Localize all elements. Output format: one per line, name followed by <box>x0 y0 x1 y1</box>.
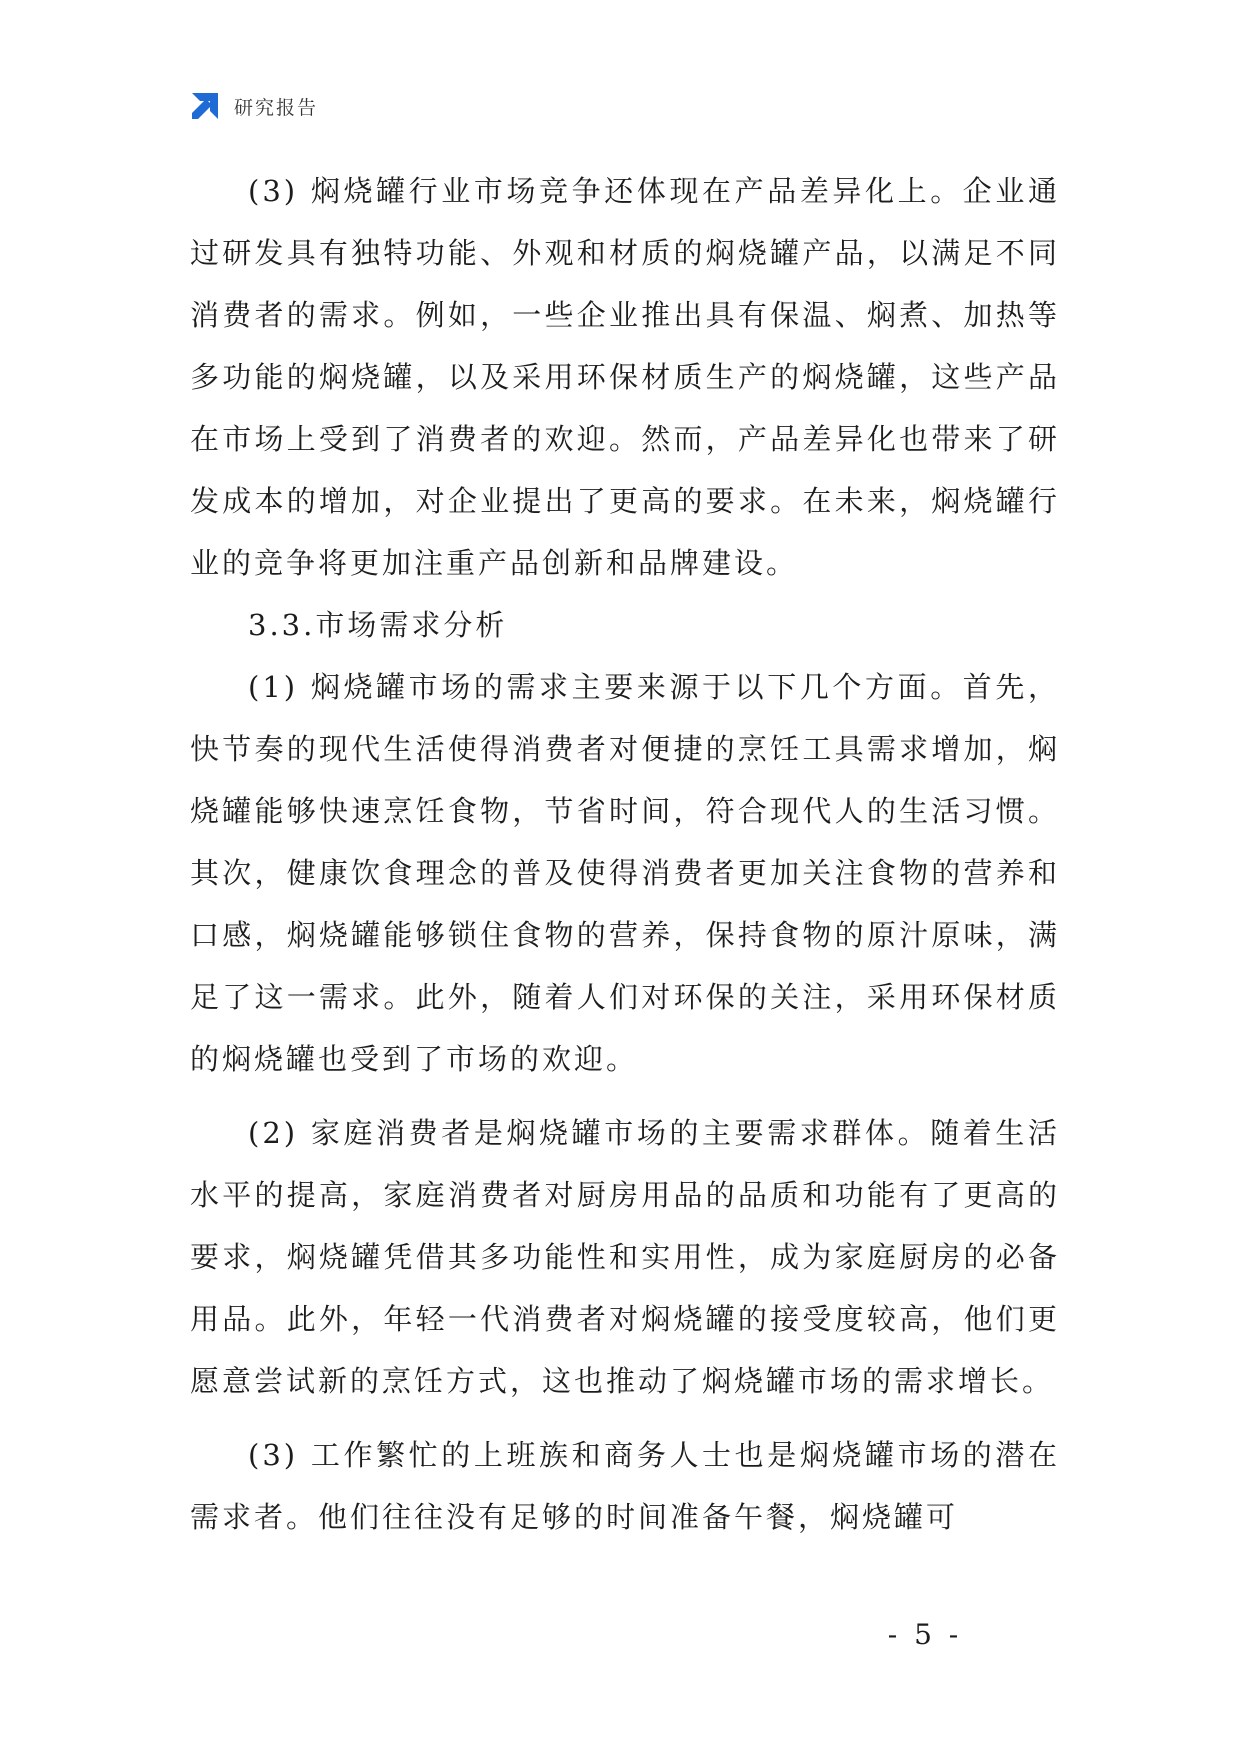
paragraph-office-workers: (3) 工作繁忙的上班族和商务人士也是焖烧罐市场的潜在需求者。他们往往没有足够的时间准备午餐，焖烧罐可 <box>190 1438 1060 1534</box>
document-body <box>190 160 1060 1548</box>
section-heading-market-demand: 3.3.市场需求分析 <box>248 608 508 642</box>
paragraph-household-consumers: (2) 家庭消费者是焖烧罐市场的主要需求群体。随着生活水平的提高，家庭消费者对厨房用品的品质和功能有了更高的要求，焖烧罐凭借其多功能性和实用性，成为家庭厨房的必备用品。此外，年轻一代消费者对焖烧罐的接受度较高，他们更愿意尝试新的烹饪方式，这也推动了焖烧罐市场的需求增长。 <box>190 1116 1060 1398</box>
page-header <box>188 88 318 124</box>
arrow-up-right-logo-icon <box>188 89 222 123</box>
paragraph-demand-sources: (1) 焖烧罐市场的需求主要来源于以下几个方面。首先，快节奏的现代生活使得消费者对便捷的烹饪工具需求增加，焖烧罐能够快速烹饪食物，节省时间，符合现代人的生活习惯。其次，健康饮食理念的普及使得消费者更加关注食物的营养和口感，焖烧罐能够锁住食物的营养，保持食物的原汁原味，满足了这一需求。此外，随着人们对环保的关注，采用环保材质的焖烧罐也受到了市场的欢迎。 <box>190 670 1060 1076</box>
page-number: - 5 - <box>887 1618 963 1651</box>
report-title: 研究报告 <box>234 96 319 119</box>
paragraph-product-differentiation: (3) 焖烧罐行业市场竞争还体现在产品差异化上。企业通过研发具有独特功能、外观和材质的焖烧罐产品，以满足不同消费者的需求。例如，一些企业推出具有保温、焖煮、加热等多功能的焖烧罐，以及采用环保材质生产的焖烧罐，这些产品在市场上受到了消费者的欢迎。然而，产品差异化也带来了研发成本的增加，对企业提出了更高的要求。在未来，焖烧罐行业的竞争将更加注重产品创新和品牌建设。 <box>190 174 1060 580</box>
